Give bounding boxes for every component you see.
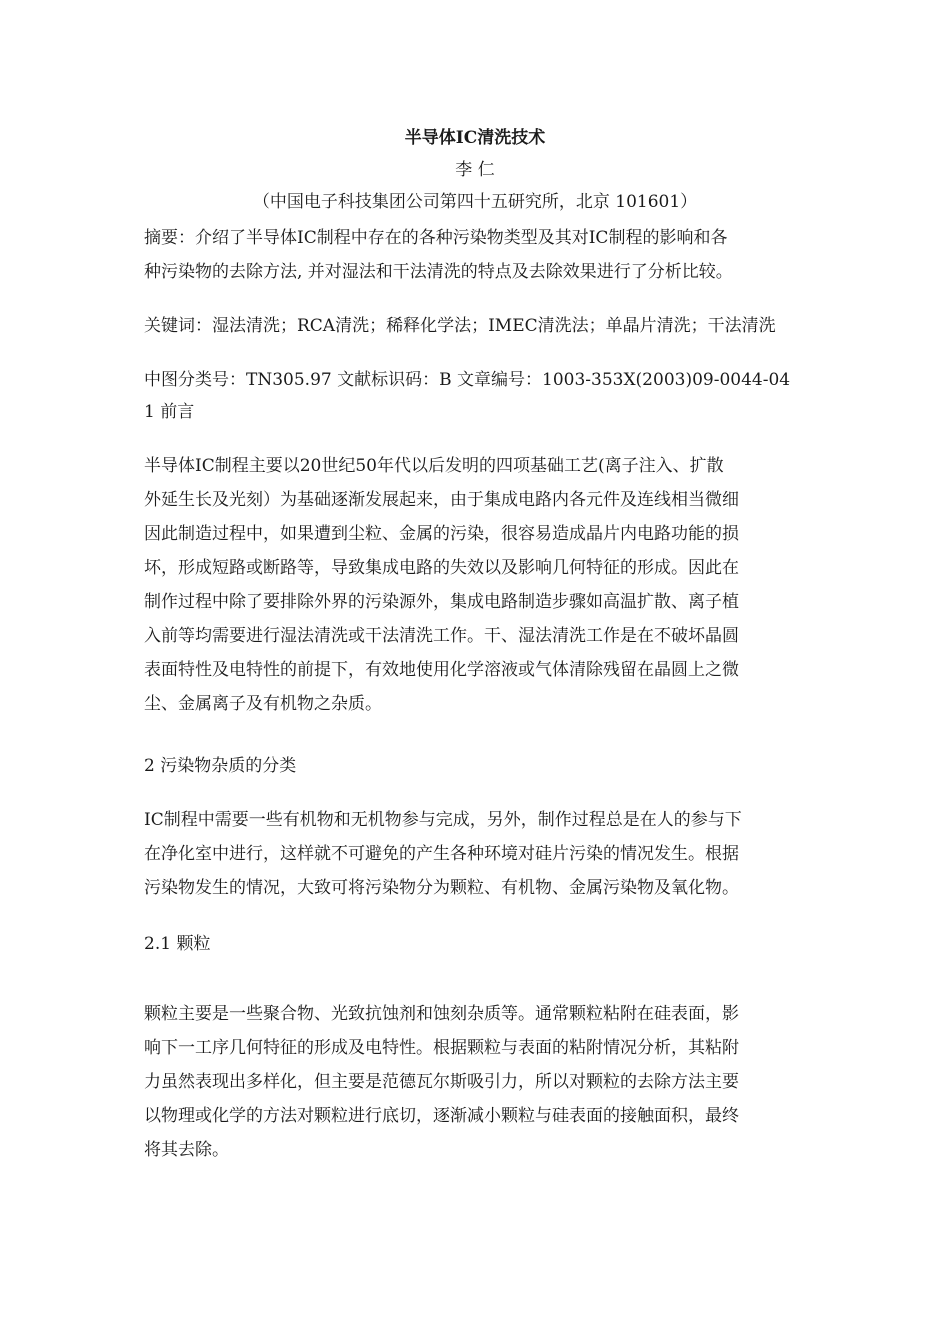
paragraph-line: 坏，形成短路或断路等，导致集成电路的失效以及影响几何特征的形成。因此在	[144, 558, 739, 578]
abstract-line: 种污染物的去除方法, 并对湿法和干法清洗的特点及去除效果进行了分析比较。	[144, 262, 733, 282]
paragraph-line: 入前等均需要进行湿法清洗或干法清洗工作。干、湿法清洗工作是在不破坏晶圆	[144, 626, 739, 646]
abstract-line: 摘要：介绍了半导体IC制程中存在的各种污染物类型及其对IC制程的影响和各	[144, 228, 728, 248]
paragraph-line: IC制程中需要一些有机物和无机物参与完成，另外，制作过程总是在人的参与下	[144, 810, 742, 830]
paragraph-line: 尘、金属离子及有机物之杂质。	[144, 694, 382, 714]
paragraph-line: 表面特性及电特性的前提下，有效地使用化学溶液或气体清除残留在晶圆上之微	[144, 660, 739, 680]
author: 李 仁	[455, 160, 495, 180]
paragraph-line: 半导体IC制程主要以20世纪50年代以后发明的四项基础工艺(离子注入、扩散	[144, 456, 724, 476]
paragraph-line: 响下一工序几何特征的形成及电特性。根据颗粒与表面的粘附情况分析，其粘附	[144, 1038, 739, 1058]
paragraph-line: 污染物发生的情况，大致可将污染物分为颗粒、有机物、金属污染物及氧化物。	[144, 878, 739, 898]
paragraph-line: 制作过程中除了要排除外界的污染源外，集成电路制造步骤如高温扩散、离子植	[144, 592, 739, 612]
affiliation: （中国电子科技集团公司第四十五研究所，北京 101601）	[252, 192, 698, 212]
paragraph-line: 力虽然表现出多样化，但主要是范德瓦尔斯吸引力，所以对颗粒的去除方法主要	[144, 1072, 739, 1092]
section-heading-intro: 1 前言	[144, 402, 195, 422]
keywords: 关键词：湿法清洗；RCA清洗；稀释化学法；IMEC清洗法；单晶片清洗；干法清洗	[144, 316, 776, 336]
paragraph-line: 将其去除。	[144, 1140, 229, 1160]
classification-info: 中图分类号：TN305.97 文献标识码：B 文章编号：1003-353X(2003)09-0044-04	[144, 370, 791, 390]
subsection-heading-particles: 2.1 颗粒	[144, 934, 211, 954]
section-heading-classification: 2 污染物杂质的分类	[144, 756, 297, 776]
paragraph-line: 颗粒主要是一些聚合物、光致抗蚀剂和蚀刻杂质等。通常颗粒粘附在硅表面，影	[144, 1004, 739, 1024]
paragraph-line: 因此制造过程中，如果遭到尘粒、金属的污染，很容易造成晶片内电路功能的损	[144, 524, 739, 544]
paragraph-line: 以物理或化学的方法对颗粒进行底切，逐渐减小颗粒与硅表面的接触面积，最终	[144, 1106, 739, 1126]
paragraph-line: 外延生长及光刻）为基础逐渐发展起来，由于集成电路内各元件及连线相当微细	[144, 490, 739, 510]
paragraph-line: 在净化室中进行，这样就不可避免的产生各种环境对硅片污染的情况发生。根据	[144, 844, 739, 864]
paper-title: 半导体IC清洗技术	[404, 128, 546, 148]
